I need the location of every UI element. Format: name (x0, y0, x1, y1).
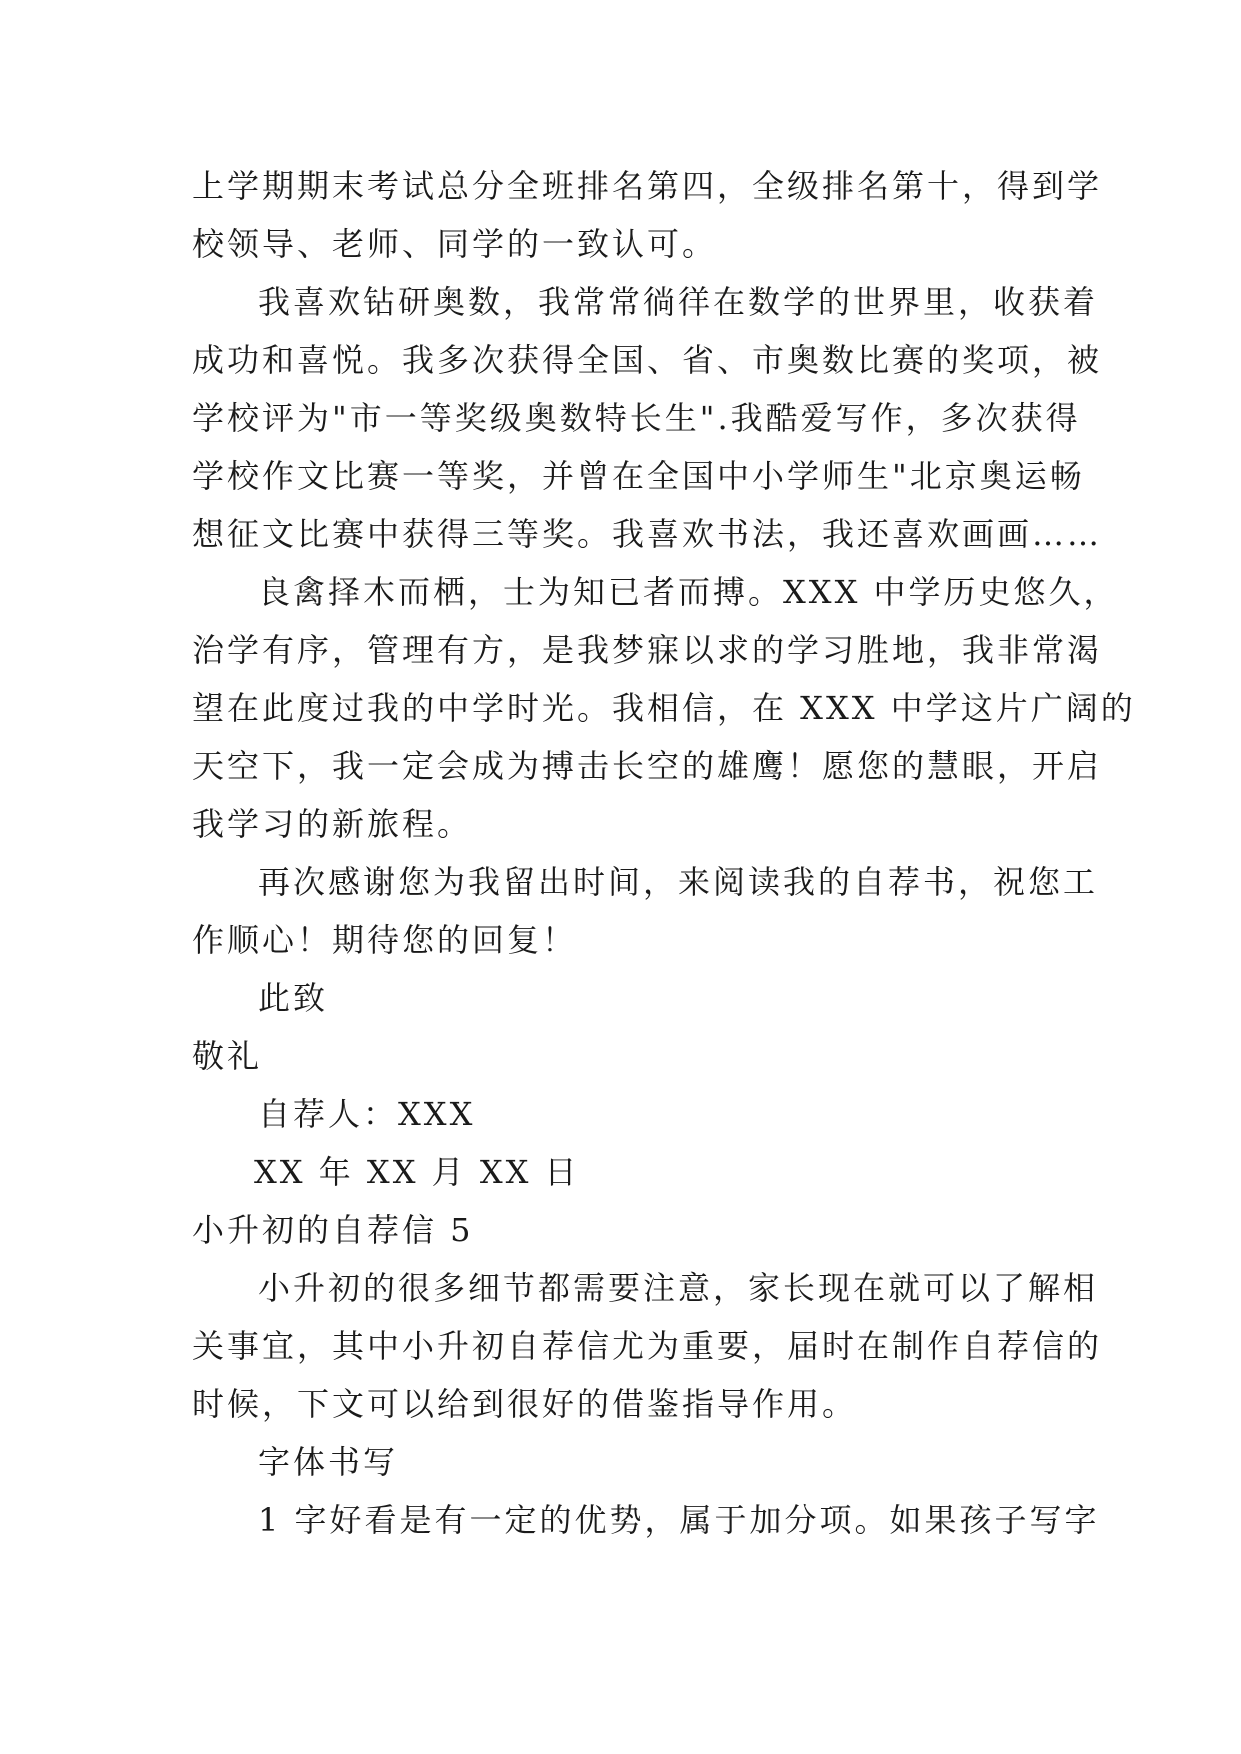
closing-regards: 敬礼 (192, 1037, 263, 1075)
paragraph-line: 时候，下文可以给到很好的借鉴指导作用。 (192, 1385, 858, 1423)
paragraph-line: 1 字好看是有一定的优势，属于加分项。如果孩子写字 (258, 1501, 1100, 1539)
paragraph-line: 小升初的很多细节都需要注意，家长现在就可以了解相 (258, 1269, 1099, 1307)
subsection-heading: 字体书写 (258, 1443, 399, 1481)
section-heading: 小升初的自荐信 5 (192, 1211, 474, 1249)
paragraph-line: 学校评为"市一等奖级奥数特长生".我酷爱写作，多次获得 (192, 399, 1081, 437)
paragraph-line: 校领导、老师、同学的一致认可。 (192, 225, 718, 263)
paragraph-line: 成功和喜悦。我多次获得全国、省、市奥数比赛的奖项，被 (192, 341, 1103, 379)
paragraph-line: 治学有序，管理有方，是我梦寐以求的学习胜地，我非常渴 (192, 631, 1103, 669)
paragraph-line: 我喜欢钻研奥数，我常常徜徉在数学的世界里，收获着 (258, 283, 1099, 321)
paragraph-line: 作顺心！期待您的回复！ (192, 921, 578, 959)
paragraph-line: 学校作文比赛一等奖，并曾在全国中小学师生"北京奥运畅 (192, 457, 1085, 495)
paragraph-line: 天空下，我一定会成为搏击长空的雄鹰！愿您的慧眼，开启 (192, 747, 1103, 785)
paragraph-line: 望在此度过我的中学时光。我相信，在 XXX 中学这片广阔的 (192, 689, 1136, 727)
date-line: XX 年 XX 月 XX 日 (254, 1153, 580, 1191)
signature-line: 自荐人：XXX (258, 1095, 476, 1133)
paragraph-line: 再次感谢您为我留出时间，来阅读我的自荐书，祝您工 (258, 863, 1099, 901)
paragraph-line: 上学期期末考试总分全班排名第四，全级排名第十，得到学 (192, 167, 1103, 205)
paragraph-line: 想征文比赛中获得三等奖。我喜欢书法，我还喜欢画画…… (192, 515, 1103, 553)
paragraph-line: 良禽择木而栖，士为知已者而搏。XXX 中学历史悠久， (258, 573, 1119, 611)
closing-salutation: 此致 (258, 979, 329, 1017)
paragraph-line: 我学习的新旅程。 (192, 805, 473, 843)
paragraph-line: 关事宜，其中小升初自荐信尤为重要，届时在制作自荐信的 (192, 1327, 1103, 1365)
